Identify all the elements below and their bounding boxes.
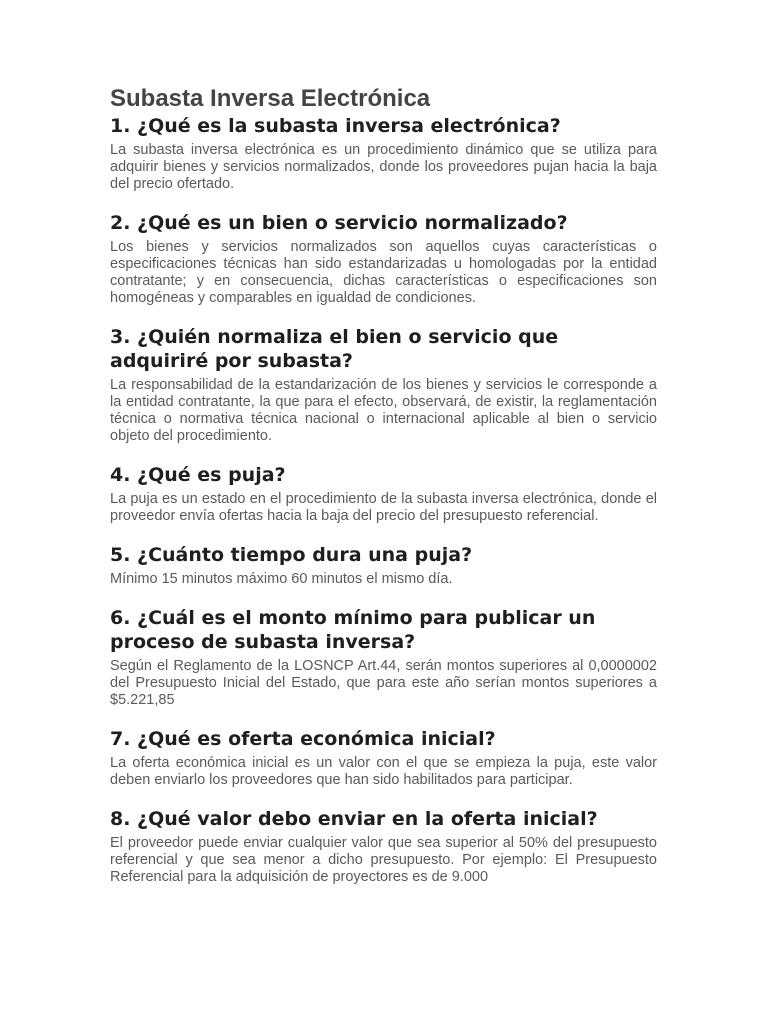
faq-answer: La responsabilidad de la estandarización de los bienes y servicios le corresponde a la entidad contratante, la que para el efecto, observará, de existir, la reglamentación técnica o normativa técnica nacional o internacional aplicable al bien o servicio objeto del procedimiento.: [110, 377, 657, 444]
faq-question: 3. ¿Quién normaliza el bien o servicio que adquiriré por subasta?: [110, 326, 559, 372]
document-title: Subasta Inversa Electrónica: [110, 85, 431, 112]
faq-item-1: [110, 114, 657, 193]
faq-answer: Los bienes y servicios normalizados son aquellos cuyas características o especificaciones técnicas han sido estandarizadas u homologadas por la entidad contratante; y en consecuencia, dichas características o especificaciones son homogéneas y comparables en igualdad de condiciones.: [110, 239, 657, 306]
faq-question: 4. ¿Qué es puja?: [110, 464, 286, 486]
faq-question: 1. ¿Qué es la subasta inversa electrónica?: [110, 115, 561, 137]
faq-item-8: [110, 807, 657, 886]
faq-item-7: [110, 727, 657, 789]
faq-item-6: [110, 606, 657, 709]
faq-question: 8. ¿Qué valor debo enviar en la oferta inicial?: [110, 808, 598, 830]
faq-answer: Según el Reglamento de la LOSNCP Art.44, serán montos superiores al 0,0000002 del Presupuesto Inicial del Estado, que para este año serían montos superiores a $5.221,85: [110, 658, 657, 708]
faq-answer: La puja es un estado en el procedimiento de la subasta inversa electrónica, donde el proveedor envía ofertas hacia la baja del precio del presupuesto referencial.: [110, 491, 657, 524]
faq-question: 6. ¿Cuál es el monto mínimo para publicar un proceso de subasta inversa?: [110, 607, 596, 653]
faq-answer: El proveedor puede enviar cualquier valor que sea superior al 50% del presupuesto referencial y que sea menor a dicho presupuesto. Por ejemplo: El Presupuesto Referencial para la adquisición de proyectores es de 9.000: [110, 835, 657, 885]
faq-question: 5. ¿Cuánto tiempo dura una puja?: [110, 544, 473, 566]
faq-item-3: [110, 325, 657, 445]
faq-item-4: [110, 463, 657, 525]
document-page: [110, 84, 657, 886]
faq-answer: Mínimo 15 minutos máximo 60 minutos el mismo día.: [110, 571, 453, 587]
faq-item-5: [110, 543, 657, 588]
faq-item-2: [110, 211, 657, 307]
faq-answer: La oferta económica inicial es un valor con el que se empieza la puja, este valor deben enviarlo los proveedores que han sido habilitados para participar.: [110, 755, 657, 788]
faq-question: 7. ¿Qué es oferta económica inicial?: [110, 728, 496, 750]
faq-question: 2. ¿Qué es un bien o servicio normalizado?: [110, 212, 568, 234]
faq-answer: La subasta inversa electrónica es un procedimiento dinámico que se utiliza para adquirir bienes y servicios normalizados, donde los proveedores pujan hacia la baja del precio ofertado.: [110, 142, 657, 192]
